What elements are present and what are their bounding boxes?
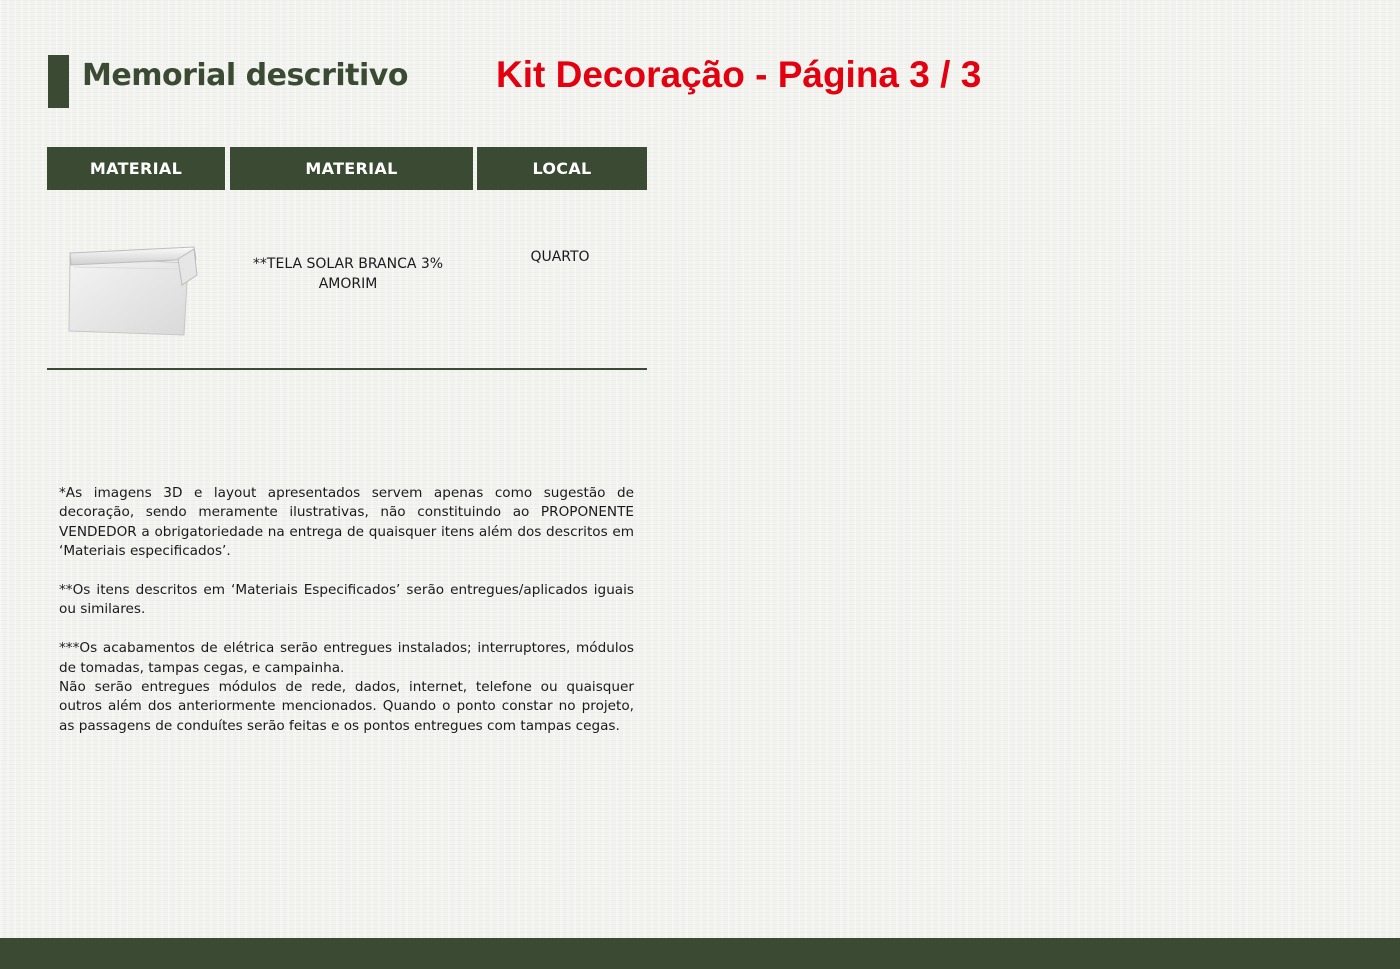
footer-bar xyxy=(0,938,1400,969)
notes-section xyxy=(59,484,634,736)
material-location: QUARTO xyxy=(530,249,590,265)
note-network-points: Não serão entregues módulos de rede, dados, internet, telefone ou quaisquer outros além dos anteriormente mencionados. Quando o ponto constar no projeto, as passagens de conduítes serão feitas e os pontos entregues com tampas cegas. xyxy=(59,679,634,734)
material-description: **TELA SOLAR BRANCA 3% AMORIM xyxy=(252,256,444,292)
page-title: Memorial descritivo xyxy=(82,58,408,93)
column-header-material-image: MATERIAL xyxy=(47,147,225,190)
table-row-divider xyxy=(47,368,647,370)
title-accent-bar xyxy=(48,55,69,108)
note-specified-materials: **Os itens descritos em ‘Materiais Especificados’ serão entregues/aplicados iguais ou similares. xyxy=(59,582,634,618)
note-3d-images: *As imagens 3D e layout apresentados servem apenas como sugestão de decoração, sendo meramente ilustrativas, não constituindo ao PROPONENTE VENDEDOR a obrigatoriedade na entrega de quaisquer itens além dos descritos em ‘Materiais especificados’. xyxy=(59,485,634,560)
kit-page-title: Kit Decoração - Página 3 / 3 xyxy=(496,54,982,95)
roller-blind-image xyxy=(66,245,200,337)
column-header-local: LOCAL xyxy=(477,147,647,190)
note-electrical-finishes: ***Os acabamentos de elétrica serão entregues instalados; interruptores, módulos de tomadas, tampas cegas, e campainha. xyxy=(59,640,634,676)
column-header-material: MATERIAL xyxy=(230,147,473,190)
